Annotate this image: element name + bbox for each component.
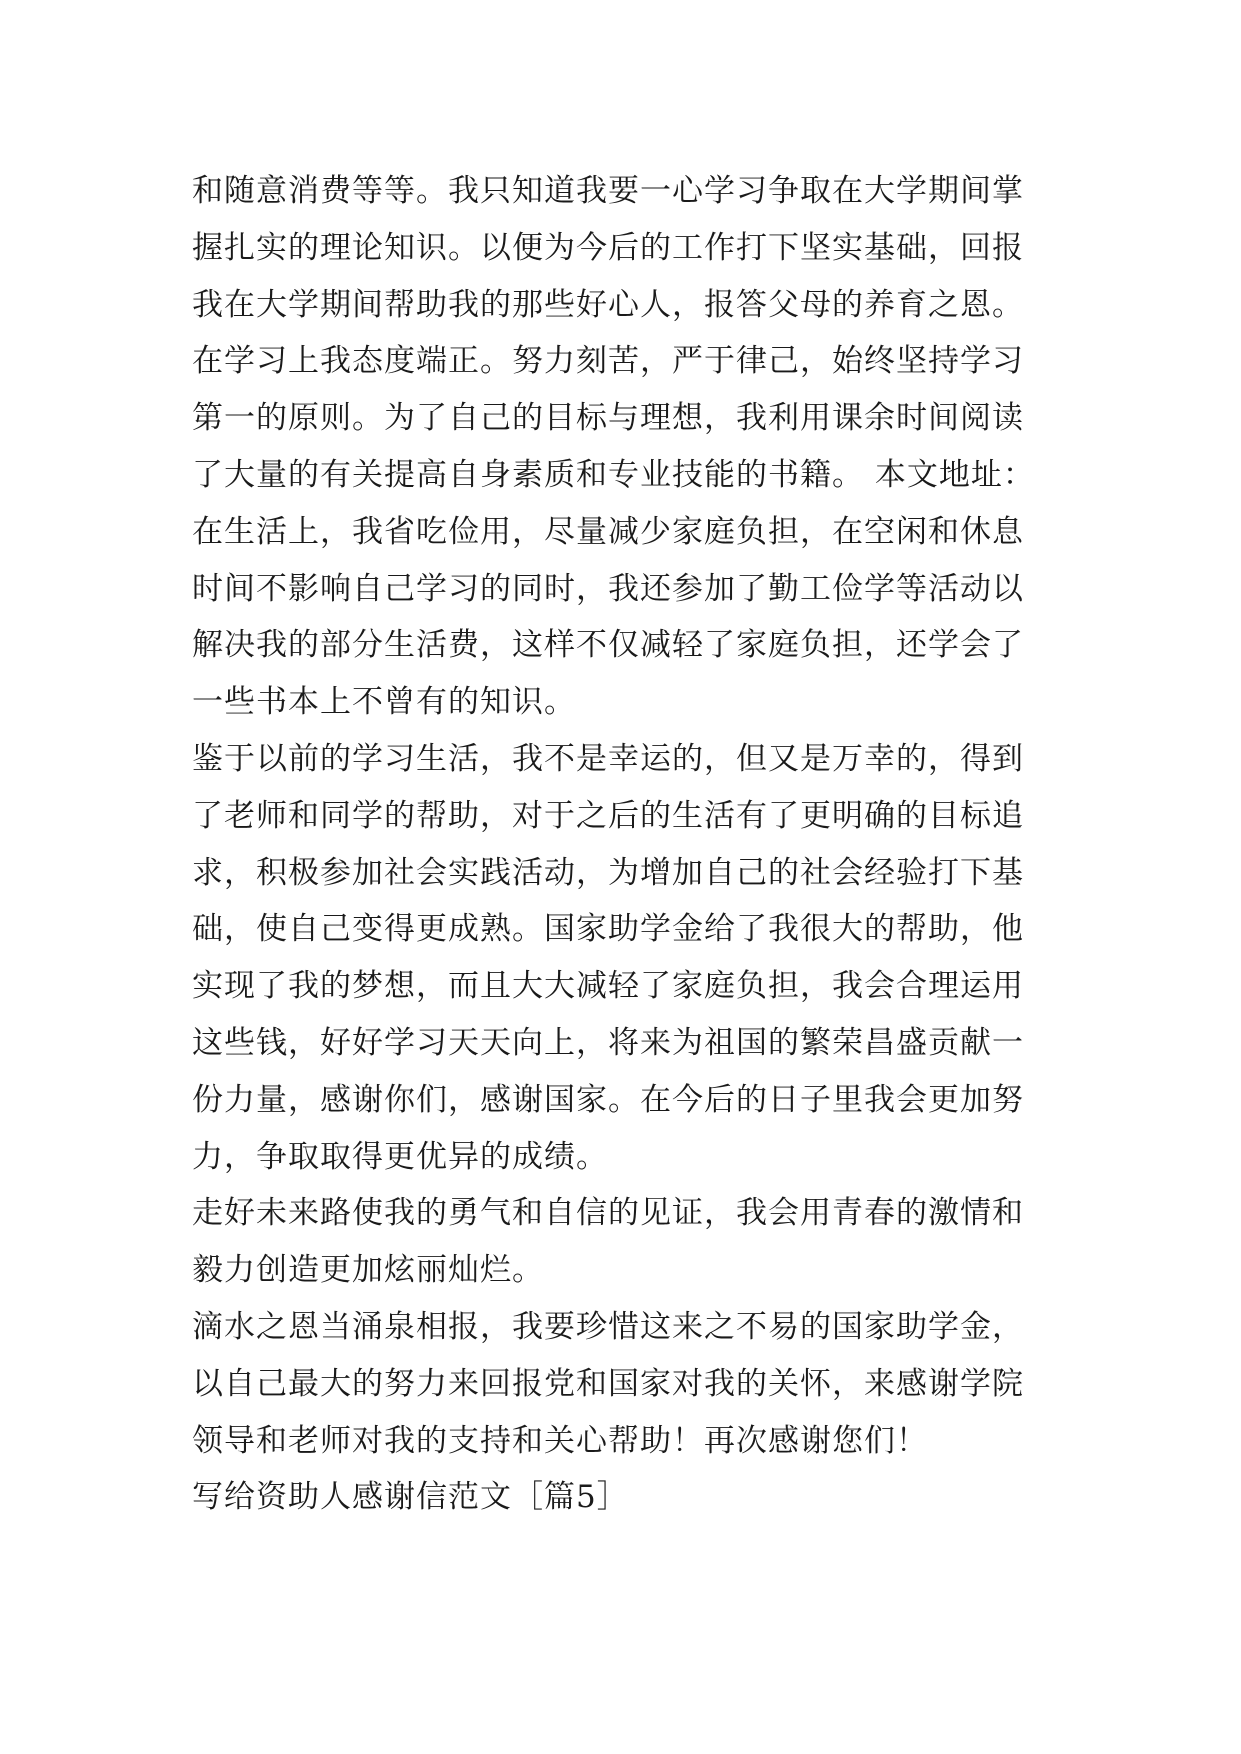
text-line: 力，争取取得更优异的成绩。 [192, 1138, 608, 1175]
text-line: 了老师和同学的帮助，对于之后的生活有了更明确的目标追 [192, 797, 1024, 834]
text-line: 我在大学期间帮助我的那些好心人，报答父母的养育之恩。 [192, 286, 1024, 323]
text-line: 第一的原则。为了自己的目标与理想，我利用课余时间阅读 [192, 400, 1024, 437]
letter-body [192, 163, 1092, 1526]
text-line: 鉴于以前的学习生活，我不是幸运的，但又是万幸的，得到 [192, 740, 1024, 777]
text-line: 这些钱，好好学习天天向上，将来为祖国的繁荣昌盛贡献一 [192, 1024, 1024, 1061]
text-line: 础，使自己变得更成熟。国家助学金给了我很大的帮助，他 [192, 911, 1024, 948]
text-line: 在生活上，我省吃俭用，尽量减少家庭负担，在空闲和休息 [192, 513, 1024, 550]
text-line: 一些书本上不曾有的知识。 [192, 684, 576, 721]
text-line: 走好未来路使我的勇气和自信的见证，我会用青春的激情和 [192, 1195, 1024, 1232]
text-line: 时间不影响自己学习的同时，我还参加了勤工俭学等活动以 [192, 570, 1024, 607]
text-line: 毅力创造更加炫丽灿烂。 [192, 1252, 544, 1289]
text-line: 滴水之恩当涌泉相报，我要珍惜这来之不易的国家助学金， [192, 1308, 1024, 1345]
text-line: 份力量，感谢你们，感谢国家。在今后的日子里我会更加努 [192, 1081, 1024, 1118]
text-line: 了大量的有关提高自身素质和专业技能的书籍。 本文地址： [192, 456, 1035, 493]
text-line: 求，积极参加社会实践活动，为增加自己的社会经验打下基 [192, 854, 1024, 891]
text-line: 以自己最大的努力来回报党和国家对我的关怀，来感谢学院 [192, 1365, 1024, 1402]
text-line: 领导和老师对我的支持和关心帮助！再次感谢您们！ [192, 1422, 928, 1459]
section-heading: 写给资助人感谢信范文［篇5］ [192, 1479, 629, 1516]
text-line: 和随意消费等等。我只知道我要一心学习争取在大学期间掌 [192, 173, 1024, 209]
text-line: 解决我的部分生活费，这样不仅减轻了家庭负担，还学会了 [192, 627, 1024, 664]
text-line: 实现了我的梦想，而且大大减轻了家庭负担，我会合理运用 [192, 968, 1024, 1005]
text-line: 在学习上我态度端正。努力刻苦，严于律己，始终坚持学习 [192, 343, 1024, 380]
text-line: 握扎实的理论知识。以便为今后的工作打下坚实基础，回报 [192, 229, 1024, 266]
